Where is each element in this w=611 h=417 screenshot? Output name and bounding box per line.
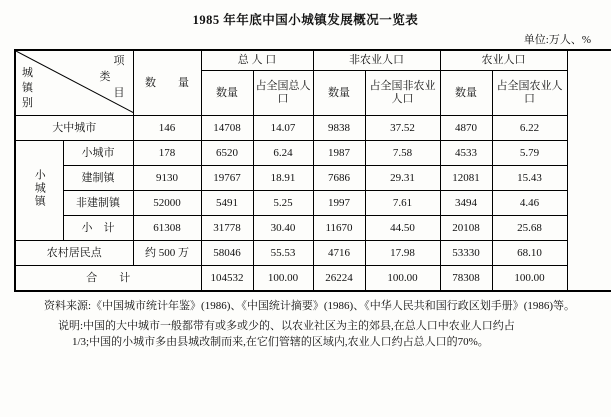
table-row: [15, 216, 611, 241]
statistics-table: [14, 49, 611, 292]
cell-total-count: 58046: [201, 241, 253, 266]
cell-agri-share: 5.79: [492, 141, 567, 166]
cell-agri-share: 68.10: [492, 241, 567, 266]
cell-agri-count: 78308: [440, 266, 492, 292]
cell-total-share: 6.24: [253, 141, 313, 166]
cell-total-count: 5491: [201, 191, 253, 216]
row-label-total: 合 计: [15, 266, 201, 292]
title-row: [14, 8, 597, 28]
cell-total-count: 6520: [201, 141, 253, 166]
table-row: [15, 166, 611, 191]
table-row: [15, 141, 611, 166]
header-agri-pop: 农业人口: [440, 50, 567, 70]
explanatory-note: [14, 318, 597, 351]
explanatory-note-line-2: 1/3;中国的小城市多由县城改制而来,在它们管辖的区域内,农业人口约占总人口的70%。: [72, 336, 489, 348]
cell-nonagri-share: 17.98: [365, 241, 440, 266]
cell-total-count: 19767: [201, 166, 253, 191]
explanatory-note-line-1: 说明:中国的大中城市一般都带有或多或少的、以农业社区为主的郊县,在总人口中农业人口约占: [58, 319, 515, 332]
cell-agri-count: 20108: [440, 216, 492, 241]
cell-agri-share: 4.46: [492, 191, 567, 216]
cell-total-count: 31778: [201, 216, 253, 241]
row-label-big-cities: 大中城市: [15, 116, 133, 141]
table-row: [15, 116, 611, 141]
cell-nonagri-share: 100.00: [365, 266, 440, 292]
corner-label-bie: 别: [22, 97, 33, 109]
cell-nonagri-share: 37.52: [365, 116, 440, 141]
cell-quantity: 9130: [133, 166, 201, 191]
cell-quantity: 146: [133, 116, 201, 141]
row-label-small-city: 小城市: [63, 141, 133, 166]
cell-nonagri-count: 1987: [313, 141, 365, 166]
cell-total-share: 55.53: [253, 241, 313, 266]
header-total-share: 占全国总人口: [253, 70, 313, 115]
cell-nonagri-count: 1997: [313, 191, 365, 216]
cell-quantity: 约 500 万: [133, 241, 201, 266]
cell-nonagri-share: 7.61: [365, 191, 440, 216]
header-total-count: 数量: [201, 70, 253, 115]
row-label-subtotal: 小 计: [63, 216, 133, 241]
cell-total-share: 18.91: [253, 166, 313, 191]
unit-label: 单位:万人、%: [523, 34, 591, 46]
corner-header-cell: [15, 50, 133, 116]
corner-label-town: 镇: [22, 82, 33, 94]
table-row: [15, 266, 611, 292]
cell-total-count: 14708: [201, 116, 253, 141]
cell-agri-count: 4533: [440, 141, 492, 166]
cell-quantity: 61308: [133, 216, 201, 241]
header-nonagri-count: 数量: [313, 70, 365, 115]
table-row: [15, 191, 611, 216]
row-label-organic-town: 建制镇: [63, 166, 133, 191]
corner-label-city: 城: [22, 67, 33, 79]
cell-nonagri-share: 44.50: [365, 216, 440, 241]
cell-nonagri-count: 11670: [313, 216, 365, 241]
row-group-label-small-towns: [15, 141, 63, 241]
table-header-group-row: [15, 50, 611, 70]
cell-nonagri-count: 7686: [313, 166, 365, 191]
cell-agri-count: 4870: [440, 116, 492, 141]
corner-label-eyes: 目: [113, 87, 125, 99]
cell-agri-count: 12081: [440, 166, 492, 191]
cell-agri-share: 6.22: [492, 116, 567, 141]
page-title: 1985 年年底中国小城镇发展概况一览表: [192, 13, 419, 27]
corner-label-item: 项: [113, 55, 125, 67]
cell-total-share: 14.07: [253, 116, 313, 141]
header-agri-count: 数量: [440, 70, 492, 115]
cell-total-share: 100.00: [253, 266, 313, 292]
row-label-non-organic-town: 非建制镇: [63, 191, 133, 216]
header-total-pop: 总 人 口: [201, 50, 313, 70]
cell-agri-count: 53330: [440, 241, 492, 266]
cell-quantity: 52000: [133, 191, 201, 216]
cell-total-share: 30.40: [253, 216, 313, 241]
cell-agri-count: 3494: [440, 191, 492, 216]
header-quantity: 数 量: [133, 50, 201, 116]
cell-nonagri-share: 7.58: [365, 141, 440, 166]
cell-nonagri-share: 29.31: [365, 166, 440, 191]
cell-nonagri-count: 4716: [313, 241, 365, 266]
corner-label-category: 类: [99, 71, 111, 83]
row-label-rural-settlement: 农村居民点: [15, 241, 133, 266]
cell-quantity: 178: [133, 141, 201, 166]
group-label-text: 小城镇: [33, 169, 46, 209]
cell-total-share: 5.25: [253, 191, 313, 216]
cell-nonagri-count: 9838: [313, 116, 365, 141]
cell-total-count: 104532: [201, 266, 253, 292]
cell-agri-share: 25.68: [492, 216, 567, 241]
source-note: 资料来源:《中国城市统计年鉴》(1986)、《中国统计摘要》(1986)、《中华人民共和国行政区划手册》(1986)等。: [44, 300, 576, 312]
cell-agri-share: 100.00: [492, 266, 567, 292]
header-nonagri-share: 占全国非农业人口: [365, 70, 440, 115]
table-row: [15, 241, 611, 266]
header-nonagri-pop: 非农业人口: [313, 50, 440, 70]
cell-agri-share: 15.43: [492, 166, 567, 191]
cell-nonagri-count: 26224: [313, 266, 365, 292]
header-agri-share: 占全国农业人口: [492, 70, 567, 115]
